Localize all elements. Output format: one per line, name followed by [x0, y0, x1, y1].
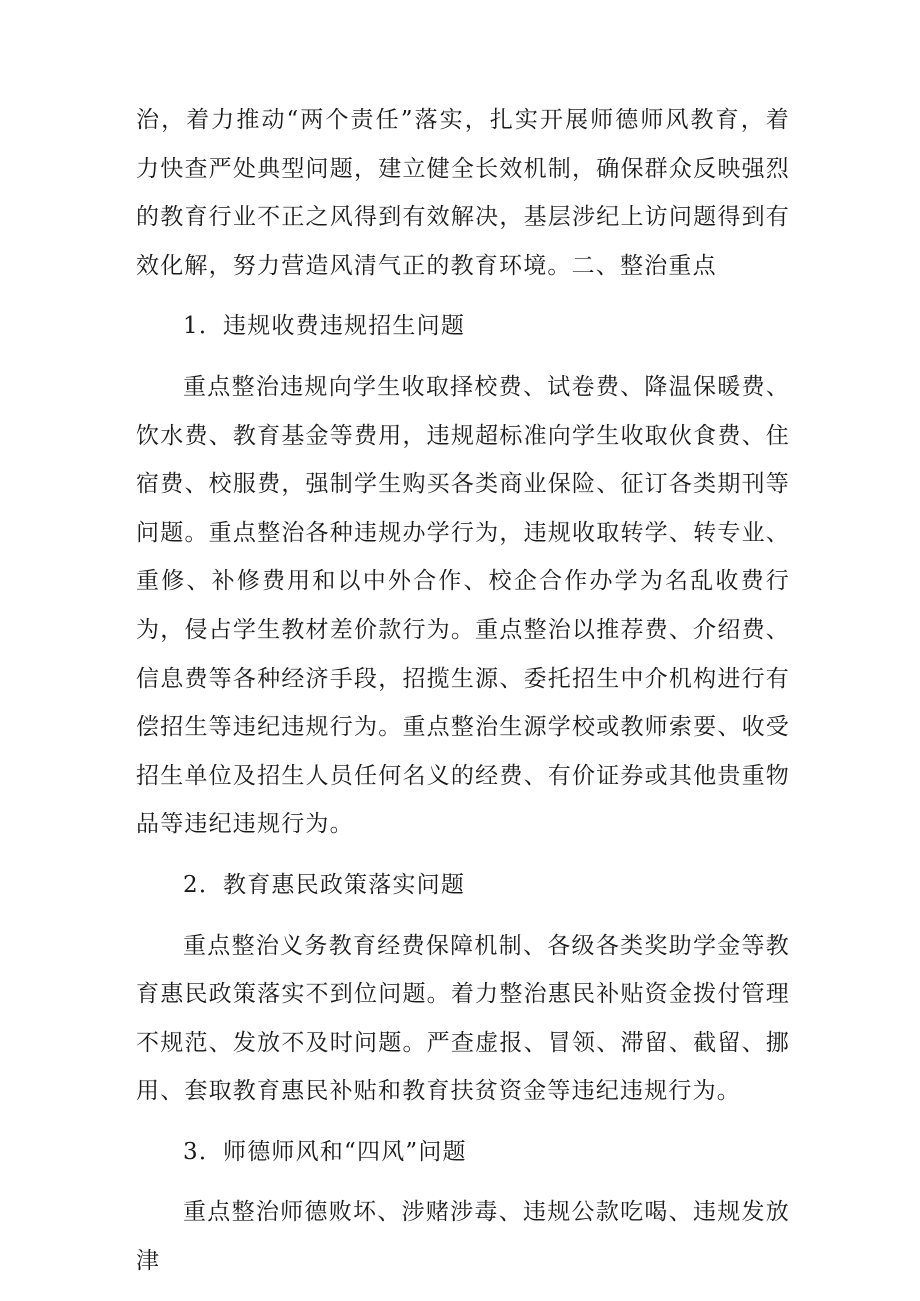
document-page [136, 96, 790, 1298]
section-heading: 3．师德师风和“四风”问题 [183, 1138, 467, 1165]
section-heading: 1．违规收费违规招生问题 [183, 313, 466, 340]
body-paragraph: 重点整治师德败坏、涉赌涉毒、违规公款吃喝、违规发放津 [136, 1199, 790, 1275]
body-paragraph: 重点整治违规向学生收取择校费、试卷费、降温保暖费、饮水费、教育基金等费用，违规超标准向学生收取伙食费、住宿费、校服费，强制学生购买各类商业保险、征订各类期刊等问题。重点整治各种违规办学行为，违规收取转学、转专业、重修、补修费用和以中外合作、校企合作办学为名乱收费行为，侵占学生教材差价款行为。重点整治以推荐费、介绍费、信息费等各种经济手段，招揽生源、委托招生中介机构进行有偿招生等违纪违规行为。重点整治生源学校或教师索要、收受招生单位及招生人员任何名义的经费、有价证券或其他贵重物品等违纪违规行为。 [136, 373, 790, 838]
section-heading: 2．教育惠民政策落实问题 [183, 871, 466, 898]
body-paragraph: 治，着力推动“两个责任”落实，扎实开展师德师风教育，着力快查严处典型问题，建立健全长效机制，确保群众反映强烈的教育行业不正之风得到有效解决，基层涉纪上访问题得到有效化解，努力营造风清气正的教育环境。二、整治重点 [136, 107, 790, 279]
body-paragraph: 重点整治义务教育经费保障机制、各级各类奖助学金等教育惠民政策落实不到位问题。着力整治惠民补贴资金拨付管理不规范、发放不及时问题。严查虚报、冒领、滞留、截留、挪用、套取教育惠民补贴和教育扶贫资金等违纪违规行为。 [136, 932, 790, 1105]
